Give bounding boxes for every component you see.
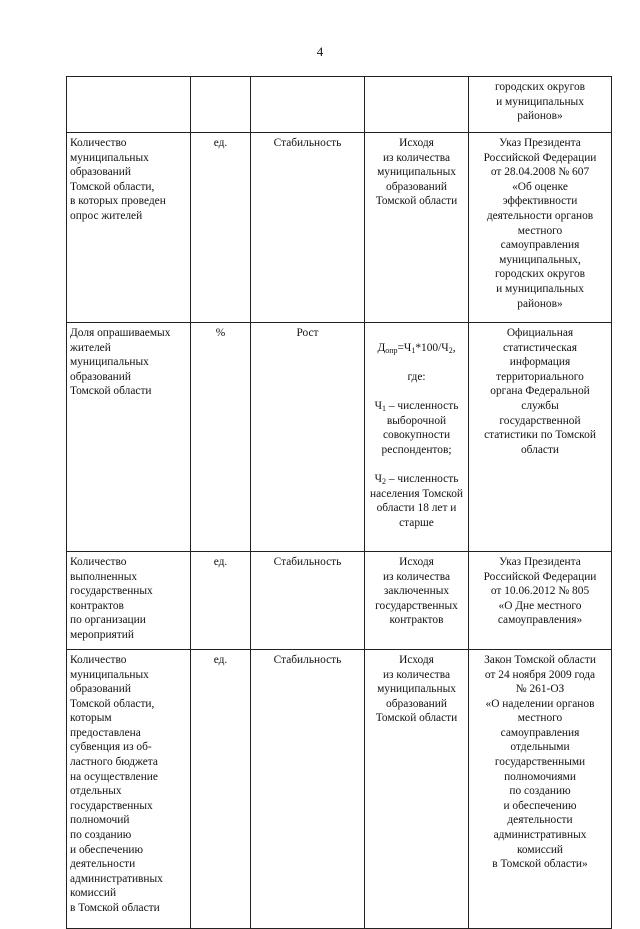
table-row [67,551,612,649]
formula-where: где: [407,370,426,383]
source-cell: Указ Президента Российской Федерации от 28.04.2008 № 607 «Об оценке эффективности деятельности органов местного самоуправления муниципальных, городских округов и муниципальных районов» [469,133,612,323]
formula-definition-1: $Ч_1$ – численность выборочной совокупности респондентов; [374,399,459,456]
trend-cell: Стабильность [251,133,365,323]
unit-cell: ед. [191,649,251,928]
formula-definition-2: $Ч_2$ – численность населения Томской области 18 лет и старше [369,472,463,529]
method-cell: Исходя из количества муниципальных образований Томской области [365,649,469,928]
formula-expression: $Д_{опр}=Ч_1*100/Ч_2$, [377,341,456,355]
table-row [67,649,612,928]
unit-cell: % [191,323,251,552]
indicator-cell: Доля опрашиваемых жителей муниципальных образований Томской области [67,323,191,552]
source-cell: городских округов и муниципальных районов» [469,77,612,133]
indicator-cell [67,77,191,133]
trend-cell: Рост [251,323,365,552]
method-cell: Исходя из количества заключенных государственных контрактов [365,551,469,649]
table-row [67,133,612,323]
unit-cell: ед. [191,551,251,649]
source-cell: Указ Президента Российской Федерации от 10.06.2012 № 805 «О Дне местного самоуправления» [469,551,612,649]
method-cell: Исходя из количества муниципальных образований Томской области [365,133,469,323]
unit-cell [191,77,251,133]
source-cell: Закон Томской области от 24 ноября 2009 года № 261-ОЗ «О наделении органов местного самоуправления отдельными государственными полномочиями по созданию и обеспечению деятельности административных комиссий в Томской области» [469,649,612,928]
unit-cell: ед. [191,133,251,323]
formula-cell [365,323,469,552]
table-row [67,323,612,552]
method-cell [365,77,469,133]
indicator-cell: Количество выполненных государственных контрактов по организации мероприятий [67,551,191,649]
trend-cell: Стабильность [251,551,365,649]
page-number: 4 [316,44,324,59]
indicators-table [66,76,612,929]
table-row [67,77,612,133]
trend-cell [251,77,365,133]
indicator-cell: Количество муниципальных образований Томской области, в которых проведен опрос жителей [67,133,191,323]
trend-cell: Стабильность [251,649,365,928]
source-cell: Официальная статистическая информация территориального органа Федеральной службы государственной статистики по Томской области [469,323,612,552]
indicator-cell: Количество муниципальных образований Томской области, которым предоставлена субвенция из об- ластного бюджета на осуществление отдельных государственных полномочий по созданию и обеспечению деятельности административных комиссий в Томской области [67,649,191,928]
